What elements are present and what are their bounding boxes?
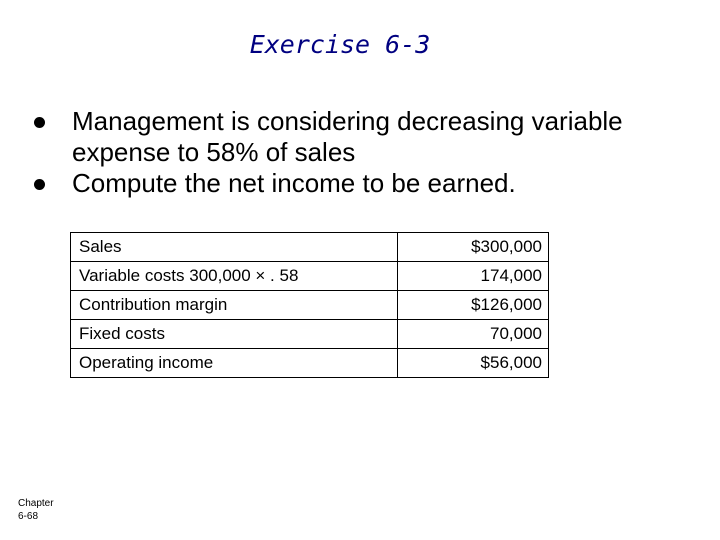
bullet-item [30,168,690,199]
table-row [71,233,549,262]
chapter-number: 6-68 [18,511,39,522]
row-label: Operating income [71,349,398,378]
row-label: Variable costs 300,000 × . 58 [71,262,398,291]
income-table [70,232,549,378]
row-label: Fixed costs [71,320,398,349]
table-row [71,349,549,378]
bullet-text: Compute the net income to be earned. [72,168,516,198]
row-amount: $56,000 [398,349,549,378]
row-label: Contribution margin [71,291,398,320]
chapter-footer [18,497,54,523]
row-label: Sales [71,233,398,262]
table-row [71,262,549,291]
row-amount: $126,000 [398,291,549,320]
bullet-item [30,106,690,168]
row-amount: 174,000 [398,262,549,291]
bullet-dot-icon [34,179,45,190]
table-row [71,291,549,320]
row-amount: 70,000 [398,320,549,349]
bullet-dot-icon [34,117,45,128]
bullet-text: Management is considering decreasing variable expense to 58% of sales [72,106,623,167]
table-row [71,320,549,349]
slide-title: Exercise 6-3 [249,30,431,59]
bullet-list [30,106,690,199]
chapter-label: Chapter [18,498,54,509]
row-amount: $300,000 [398,233,549,262]
